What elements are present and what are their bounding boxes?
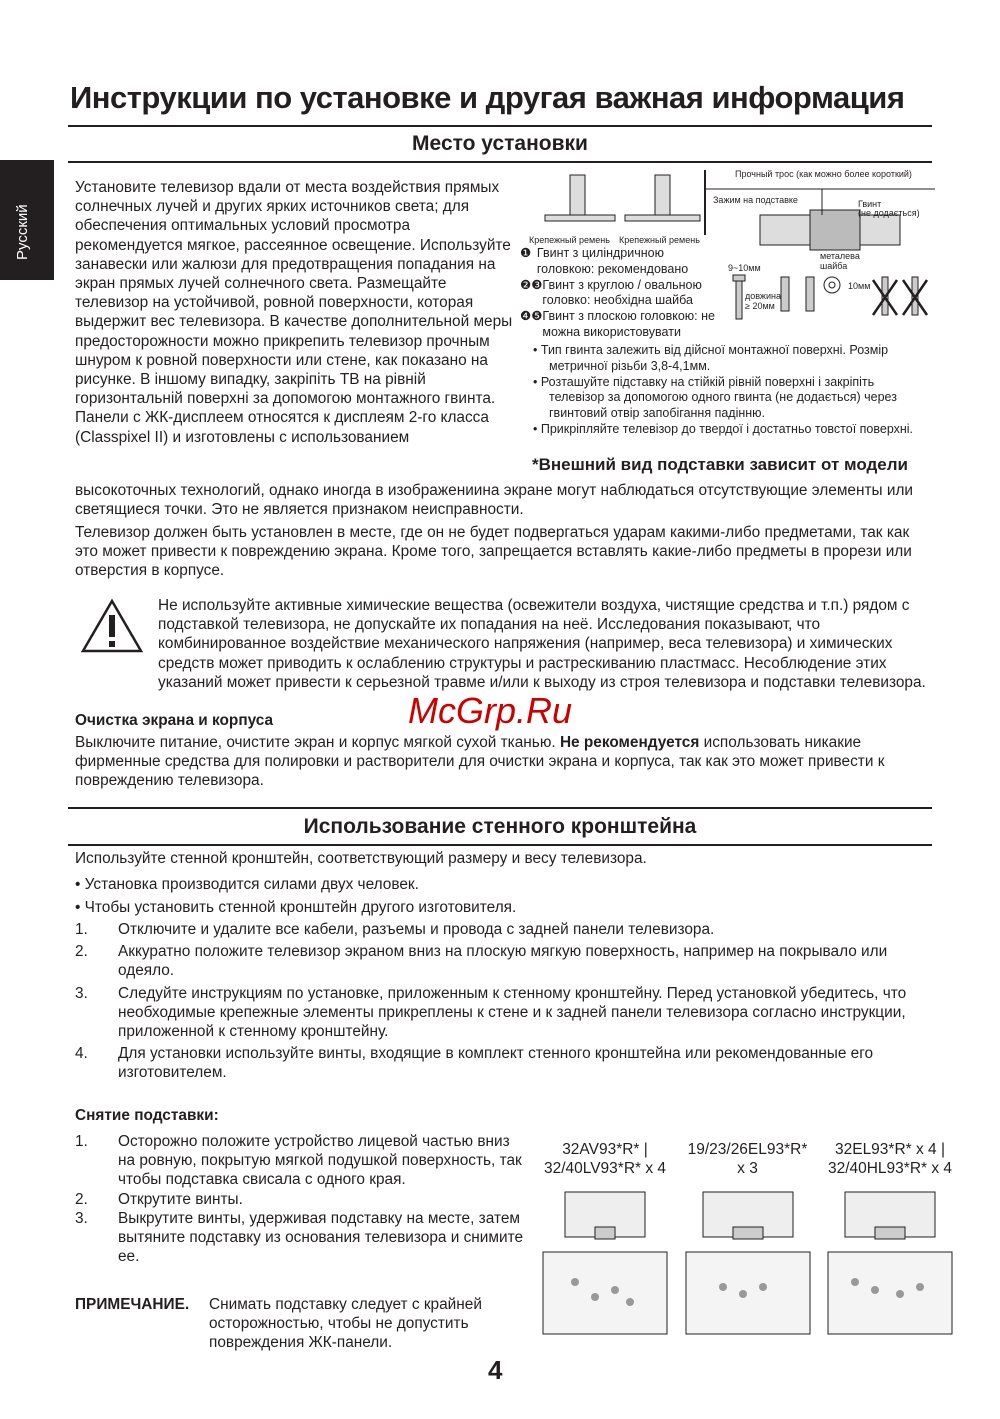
divider [68,161,932,163]
step-number: 4. [75,1045,88,1063]
step-number: 3. [75,984,88,1002]
wall-bullet: • Чтобы установить стенной кронштейн другого изготовителя. [75,899,517,916]
model-label: 32EL93*R* x 4 | [834,1141,945,1158]
stand-removal-illustration [535,1182,675,1352]
page-number: 4 [488,1355,503,1385]
model-figure [678,1140,818,1357]
model-label: 32/40HL93*R* x 4 [827,1160,953,1177]
screw-note: Гвинт з плоскою головкою: не можна використовувати [542,309,715,339]
step-number: 1. [75,921,88,938]
stand-note: *Внешний вид подставки зависит от модели [532,455,909,474]
model-figure [535,1140,675,1357]
removal-title: Снятие подставки: [75,1107,219,1124]
installation-text: Установите телевизор вдали от места воздействия прямых солнечных лучей и других ярких источников света; для обеспечения оптимальных условий просмотра рекомендуется мягкое, рассеянное освещение. Используйте занавески или жалюзи для предотвращения попадания на экран прямых лучей солнечного света. Размещайте телевизор на устойчивой, ровной поверхности, которая выдержит вес телевизора. В качестве дополнительной меры предосторожности можно прикрепить телевизор прочным шнуром к ровной поверхности или стене, как показано на рисунке. В іншому випадку, закріпіть ТВ на рівній горизонтальній поверхні за допомогою монтажного гвинта. Панели с ЖК-дисплеем относятся к дисплеям 2-го класса (Classpixel II) и изготовлены с использованием [75,179,513,446]
removal-steps [75,1132,525,1266]
step-text: Отключите и удалите все кабели, разъемы и провода с задней панели телевизора. [118,921,715,938]
page-title: Инструкции по установке и другая важная информация [70,80,905,115]
step-text: Открутите винты. [118,1190,243,1208]
mounting-bullets: • Тип гвинта залежить від дійсної монтажної поверхні. Розмір метричної різьби 3,8-4,1мм. • Розташуйте підставку на стійкій рівній поверхні і закріпіть телевізор за допомогою одного гвинта (не додається) через гвинтовий отвір запобігання падінню. • Прикріпляйте телевізор до твердої і достатньо товстої поверхні. [533,343,914,436]
installation-text-cont: высокоточных технологий, однако иногда в изображениина экране могут наблюдаться отсутствующие элементы или светящиеся точки. Это не является признаком неисправности. [75,482,914,519]
note-marker: ❷❸ [520,277,543,292]
warning-icon [80,598,144,654]
wall-bullet: • Установка производится силами двух человек. [75,876,419,893]
section-title: Использование стенного кронштейна [303,815,697,838]
stand-removal-illustration [820,1182,960,1352]
step-text: Следуйте инструкциям по установке, приложенным к стенному кронштейну. Перед установкой убедитесь, что необходимые крепежные элементы прикреплены к стене и к задней панели телевизора согласно инструкции, приложенной к стенному кронштейну. [118,984,907,1041]
model-label: 32AV93*R* | [562,1141,648,1158]
removal-note [75,1295,515,1353]
washer-dim: 10мм [848,281,871,291]
bullet-text: Прикріпляйте телевізор до твердої і достатньо товстої поверхні. [540,421,914,436]
note-marker: ❶ [520,246,532,260]
model-figure [820,1140,960,1357]
cleaning-text-c: использовать никакие фирменные средства для полировки и растворители для очистки экрана и корпуса, так как это может привести к повреждению телевизора. [75,734,885,790]
divider [68,125,932,127]
step-text: Аккуратно положите телевизор экраном вниз на плоскую мягкую поверхность, например на покрывало или одеяло. [118,943,888,980]
screw-note: Гвинт з круглою / овальною головко: необхідна шайба [542,277,702,308]
step-number: 2. [75,1190,88,1208]
step-text: Осторожно положите устройство лицевой частью вниз на ровную, покрытую мягкой подушкой поверхность, так чтобы подставка свисала с одного края. [118,1133,522,1189]
washer-label: шайба [820,261,848,271]
clamp-label: Зажим на подставке [713,195,798,205]
screw-notes [520,246,720,341]
divider [68,844,932,846]
wall-steps [75,920,935,1083]
warning-text: Не используйте активные химические вещества (освежители воздуха, чистящие средства и т.п.) рядом с подставкой телевизора, не допускайте их попадания на неё. Исследования показывают, что комбинированное воздействие механического напряжения (например, веса телевизора) и химических средств может приводить к ослаблению структуры и растрескиванию пластмасс. Несоблюдение этих указаний может привести к серьезной травме и/или к выходу из строя телевизора и подставки телевизора. [158,597,926,691]
section-title: Место установки [412,132,588,155]
strap-label: Крепежный ремень [619,235,700,245]
model-label: 19/23/26EL93*R* [687,1141,808,1158]
bullet-text: Розташуйте підставку на стійкій рівній поверхні і закріпіть телевізор за допомогою одного гвинта (не додається) через гвинтовий отвір запобігання падінню. [540,374,897,421]
head-dim: 9~10мм [728,263,761,273]
step-text: Для установки используйте винты, входящие в комплект стенного кронштейна или рекомендованные его изготовителем. [118,1045,874,1082]
screw-note: Гвинт з циліндричною головкою: рекомендовано [536,246,689,276]
note-marker: ❹❺ [520,309,543,324]
bullet-text: Тип гвинта залежить від дійсної монтажної поверхні. Розмір метричної різьби 3,8-4,1мм. [540,343,889,373]
watermark: McGrp.Ru [408,690,573,731]
step-text: Выкрутите винты, удерживая подставку на месте, затем вытяните подставку из основания телевизора и снимите ее. [118,1209,524,1266]
cleaning-text-a: Выключите питание, очистите экран и корпус мягкой сухой тканью. [75,734,560,751]
washer-label: металева [820,251,860,261]
cleaning-text [75,733,935,791]
model-label: 32/40LV93*R* x 4 [543,1160,667,1177]
strap-label: Крепежный ремень [529,235,610,245]
cleaning-warning: Не рекомендуется [559,734,700,751]
wall-intro: Используйте стенной кронштейн, соответствующий размеру и весу телевизора. [75,850,647,867]
cable-label: Прочный трос (как можно более короткий) [735,169,912,179]
cleaning-title: Очистка экрана и корпуса [75,712,274,729]
note-text: Снимать подставку следует с крайней осторожностью, чтобы не допустить повреждения ЖК-панели. [209,1296,482,1352]
tv-stand-left [570,175,585,215]
installation-text-2: Телевизор должен быть установлен в месте, где он не будет подвергаться ударам какими-либо предметами, так как это может привести к повреждению экрана. Кроме того, запрещается вставлять какие-либо предметы в прорези или отверстия в корпусе. [75,524,912,580]
model-figures [535,1140,960,1357]
step-number: 2. [75,943,88,961]
divider [68,807,932,809]
model-label: x 3 [737,1160,758,1177]
screw-note: (не додається) [858,208,920,218]
length-label: довжина [745,291,781,301]
step-number: 3. [75,1209,88,1227]
screw-label: Гвинт [858,199,882,209]
step-number: 1. [75,1133,88,1150]
note-label: ПРИМЕЧАНИЕ. [75,1296,190,1313]
length-value: ≥ 20мм [745,301,775,311]
language-tab [0,160,54,280]
language-label: Русский [14,204,31,260]
stand-removal-illustration [678,1182,818,1352]
